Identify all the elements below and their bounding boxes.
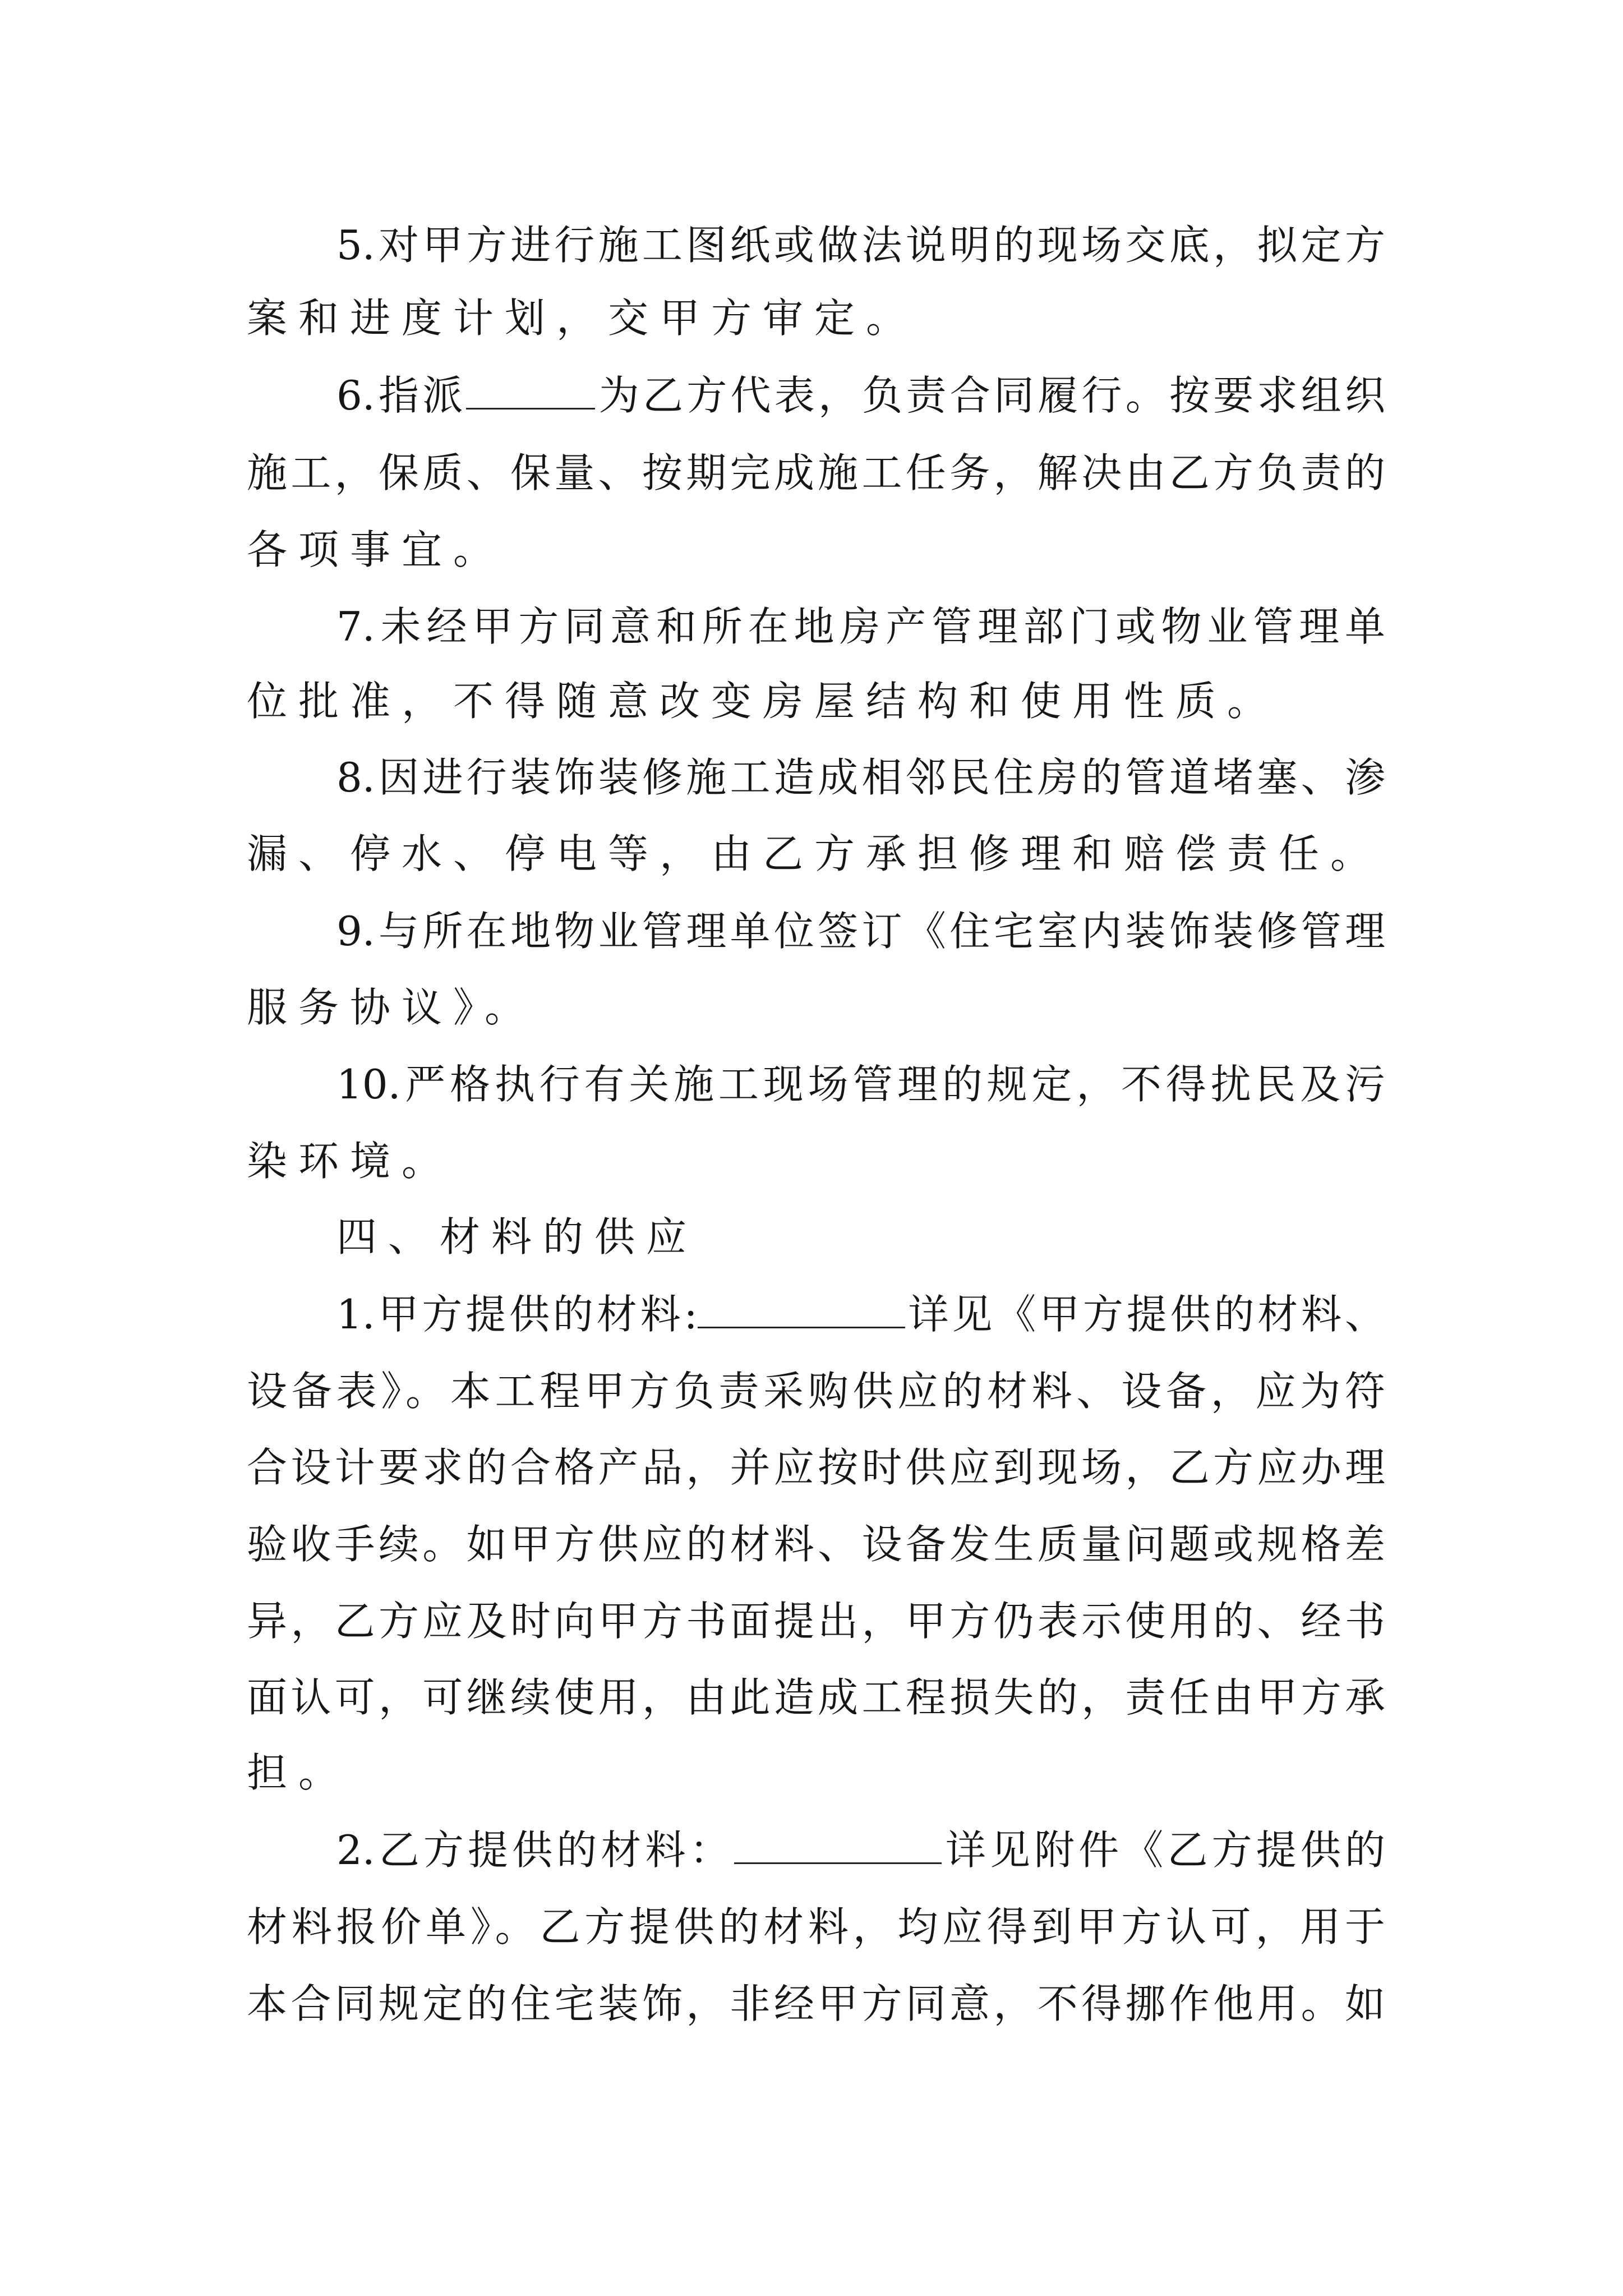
materials-1-line-2: 设备表》。本工程甲方负责采购供应的材料、设备，应为符 [247,1368,1385,1415]
paragraph-9-line-2: 服务协议》。 [247,984,537,1031]
paragraph-7-line-2: 位批准，不得随意改变房屋结构和使用性质。 [247,678,1279,725]
paragraph-9-line-1: 9.与所在地物业管理单位签订《住宅室内装饰装修管理 [336,908,1385,955]
paragraph-10-line-2: 染环境。 [247,1138,454,1185]
paragraph-10-line-1: 10.严格执行有关施工现场管理的规定，不得扰民及污 [336,1061,1385,1108]
materials-1-line-3: 合设计要求的合格产品，并应按时供应到现场，乙方应办理 [247,1444,1385,1491]
materials-1-line-6: 面认可，可继续使用，由此造成工程损失的，责任由甲方承 [247,1674,1385,1721]
paragraph-6-line-2: 施工，保质、保量、按期完成施工任务，解决由乙方负责的 [247,449,1385,496]
party-a-materials-blank [698,1293,905,1328]
materials-2-line-2: 材料报价单》。乙方提供的材料，均应得到甲方认可，用于 [247,1903,1385,1950]
paragraph-8-line-2: 漏、停水、停电等，由乙方承担修理和赔偿责任。 [247,830,1382,877]
materials-2-suffix: 详见附件《乙方提供的 [941,1826,1385,1874]
paragraph-6-line-1 [336,367,1385,424]
section-heading-materials: 四、材料的供应 [336,1213,698,1260]
materials-1-line-1 [336,1286,1385,1342]
paragraph-7-line-1: 7.未经甲方同意和所在地房产管理部门或物业管理单 [336,603,1385,650]
materials-1-suffix: 详见《甲方提供的材料、 [905,1291,1385,1338]
materials-1-prefix: 1.甲方提供的材料: [336,1291,698,1338]
materials-2-line-1 [336,1822,1385,1878]
paragraph-6-line-3: 各项事宜。 [247,526,505,573]
paragraph-5-line-1: 5.对甲方进行施工图纸或做法说明的现场交底，拟定方 [336,222,1385,269]
representative-blank [466,374,595,409]
materials-2-prefix: 2.乙方提供的材料： [336,1826,734,1874]
paragraph-6-prefix: 6.指派 [336,372,467,419]
paragraph-8-line-1: 8.因进行装饰装修施工造成相邻民住房的管道堵塞、渗 [336,754,1385,801]
materials-1-line-4: 验收手续。如甲方供应的材料、设备发生质量问题或规格差 [247,1521,1385,1568]
party-b-materials-blank [734,1829,942,1864]
paragraph-6-suffix: 为乙方代表，负责合同履行。按要求组织 [595,372,1385,419]
materials-1-line-7: 担。 [247,1749,351,1796]
paragraph-5-line-2: 案和进度计划，交甲方审定。 [247,295,918,342]
materials-2-line-3: 本合同规定的住宅装饰，非经甲方同意，不得挪作他用。如 [247,1980,1385,2027]
materials-1-line-5: 异，乙方应及时向甲方书面提出，甲方仍表示使用的、经书 [247,1598,1385,1645]
